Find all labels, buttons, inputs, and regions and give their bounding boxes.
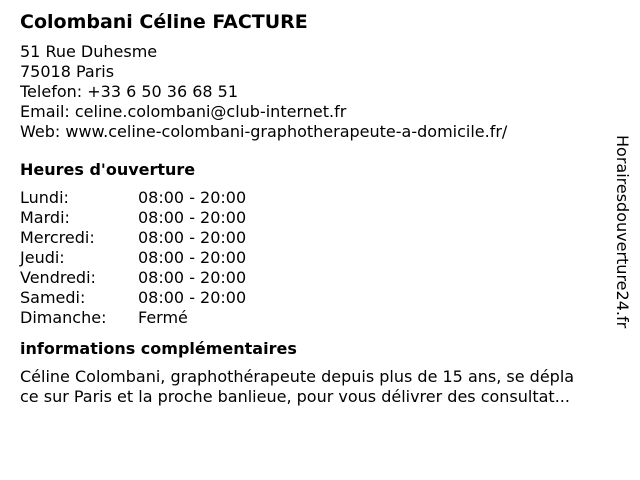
hours-time: 08:00 - 20:00 (138, 268, 247, 287)
hours-row-friday (20, 268, 620, 288)
hours-row-tuesday (20, 208, 620, 228)
hours-day: Dimanche: (20, 308, 107, 327)
hours-day: Mardi: (20, 208, 70, 227)
opening-hours-table (20, 188, 620, 328)
hours-row-thursday (20, 248, 620, 268)
hours-day: Vendredi: (20, 268, 96, 287)
hours-day: Lundi: (20, 188, 69, 207)
hours-row-sunday (20, 308, 620, 328)
hours-row-saturday (20, 288, 620, 308)
hours-row-wednesday (20, 228, 620, 248)
business-card (20, 10, 620, 407)
opening-hours-heading: Heures d'ouverture (20, 160, 196, 179)
additional-info-line-2: ce sur Paris et la proche banlieue, pour vous délivrer des consultat... (20, 387, 570, 406)
hours-time: 08:00 - 20:00 (138, 248, 247, 267)
email-line: Email: celine.colombani@club-internet.fr (20, 102, 347, 121)
hours-day: Jeudi: (20, 248, 65, 267)
phone-line: Telefon: +33 6 50 36 68 51 (20, 82, 239, 101)
hours-time: Fermé (138, 308, 188, 327)
address-street: 51 Rue Duhesme (20, 42, 158, 61)
business-title: Colombani Céline FACTURE (20, 11, 308, 33)
contact-block (20, 42, 620, 142)
additional-info-line-1: Céline Colombani, graphothérapeute depuis plus de 15 ans, se dépla (20, 367, 575, 386)
website-line: Web: www.celine-colombani-graphotherapeute-a-domicile.fr/ (20, 122, 508, 141)
address-city: 75018 Paris (20, 62, 115, 81)
site-watermark: Horairesdouverture24.fr (613, 135, 632, 329)
additional-info-text (20, 367, 620, 407)
hours-day: Samedi: (20, 288, 86, 307)
hours-time: 08:00 - 20:00 (138, 288, 247, 307)
additional-info-heading: informations complémentaires (20, 339, 297, 358)
hours-time: 08:00 - 20:00 (138, 188, 247, 207)
hours-row-monday (20, 188, 620, 208)
hours-time: 08:00 - 20:00 (138, 208, 247, 227)
hours-day: Mercredi: (20, 228, 95, 247)
hours-time: 08:00 - 20:00 (138, 228, 247, 247)
